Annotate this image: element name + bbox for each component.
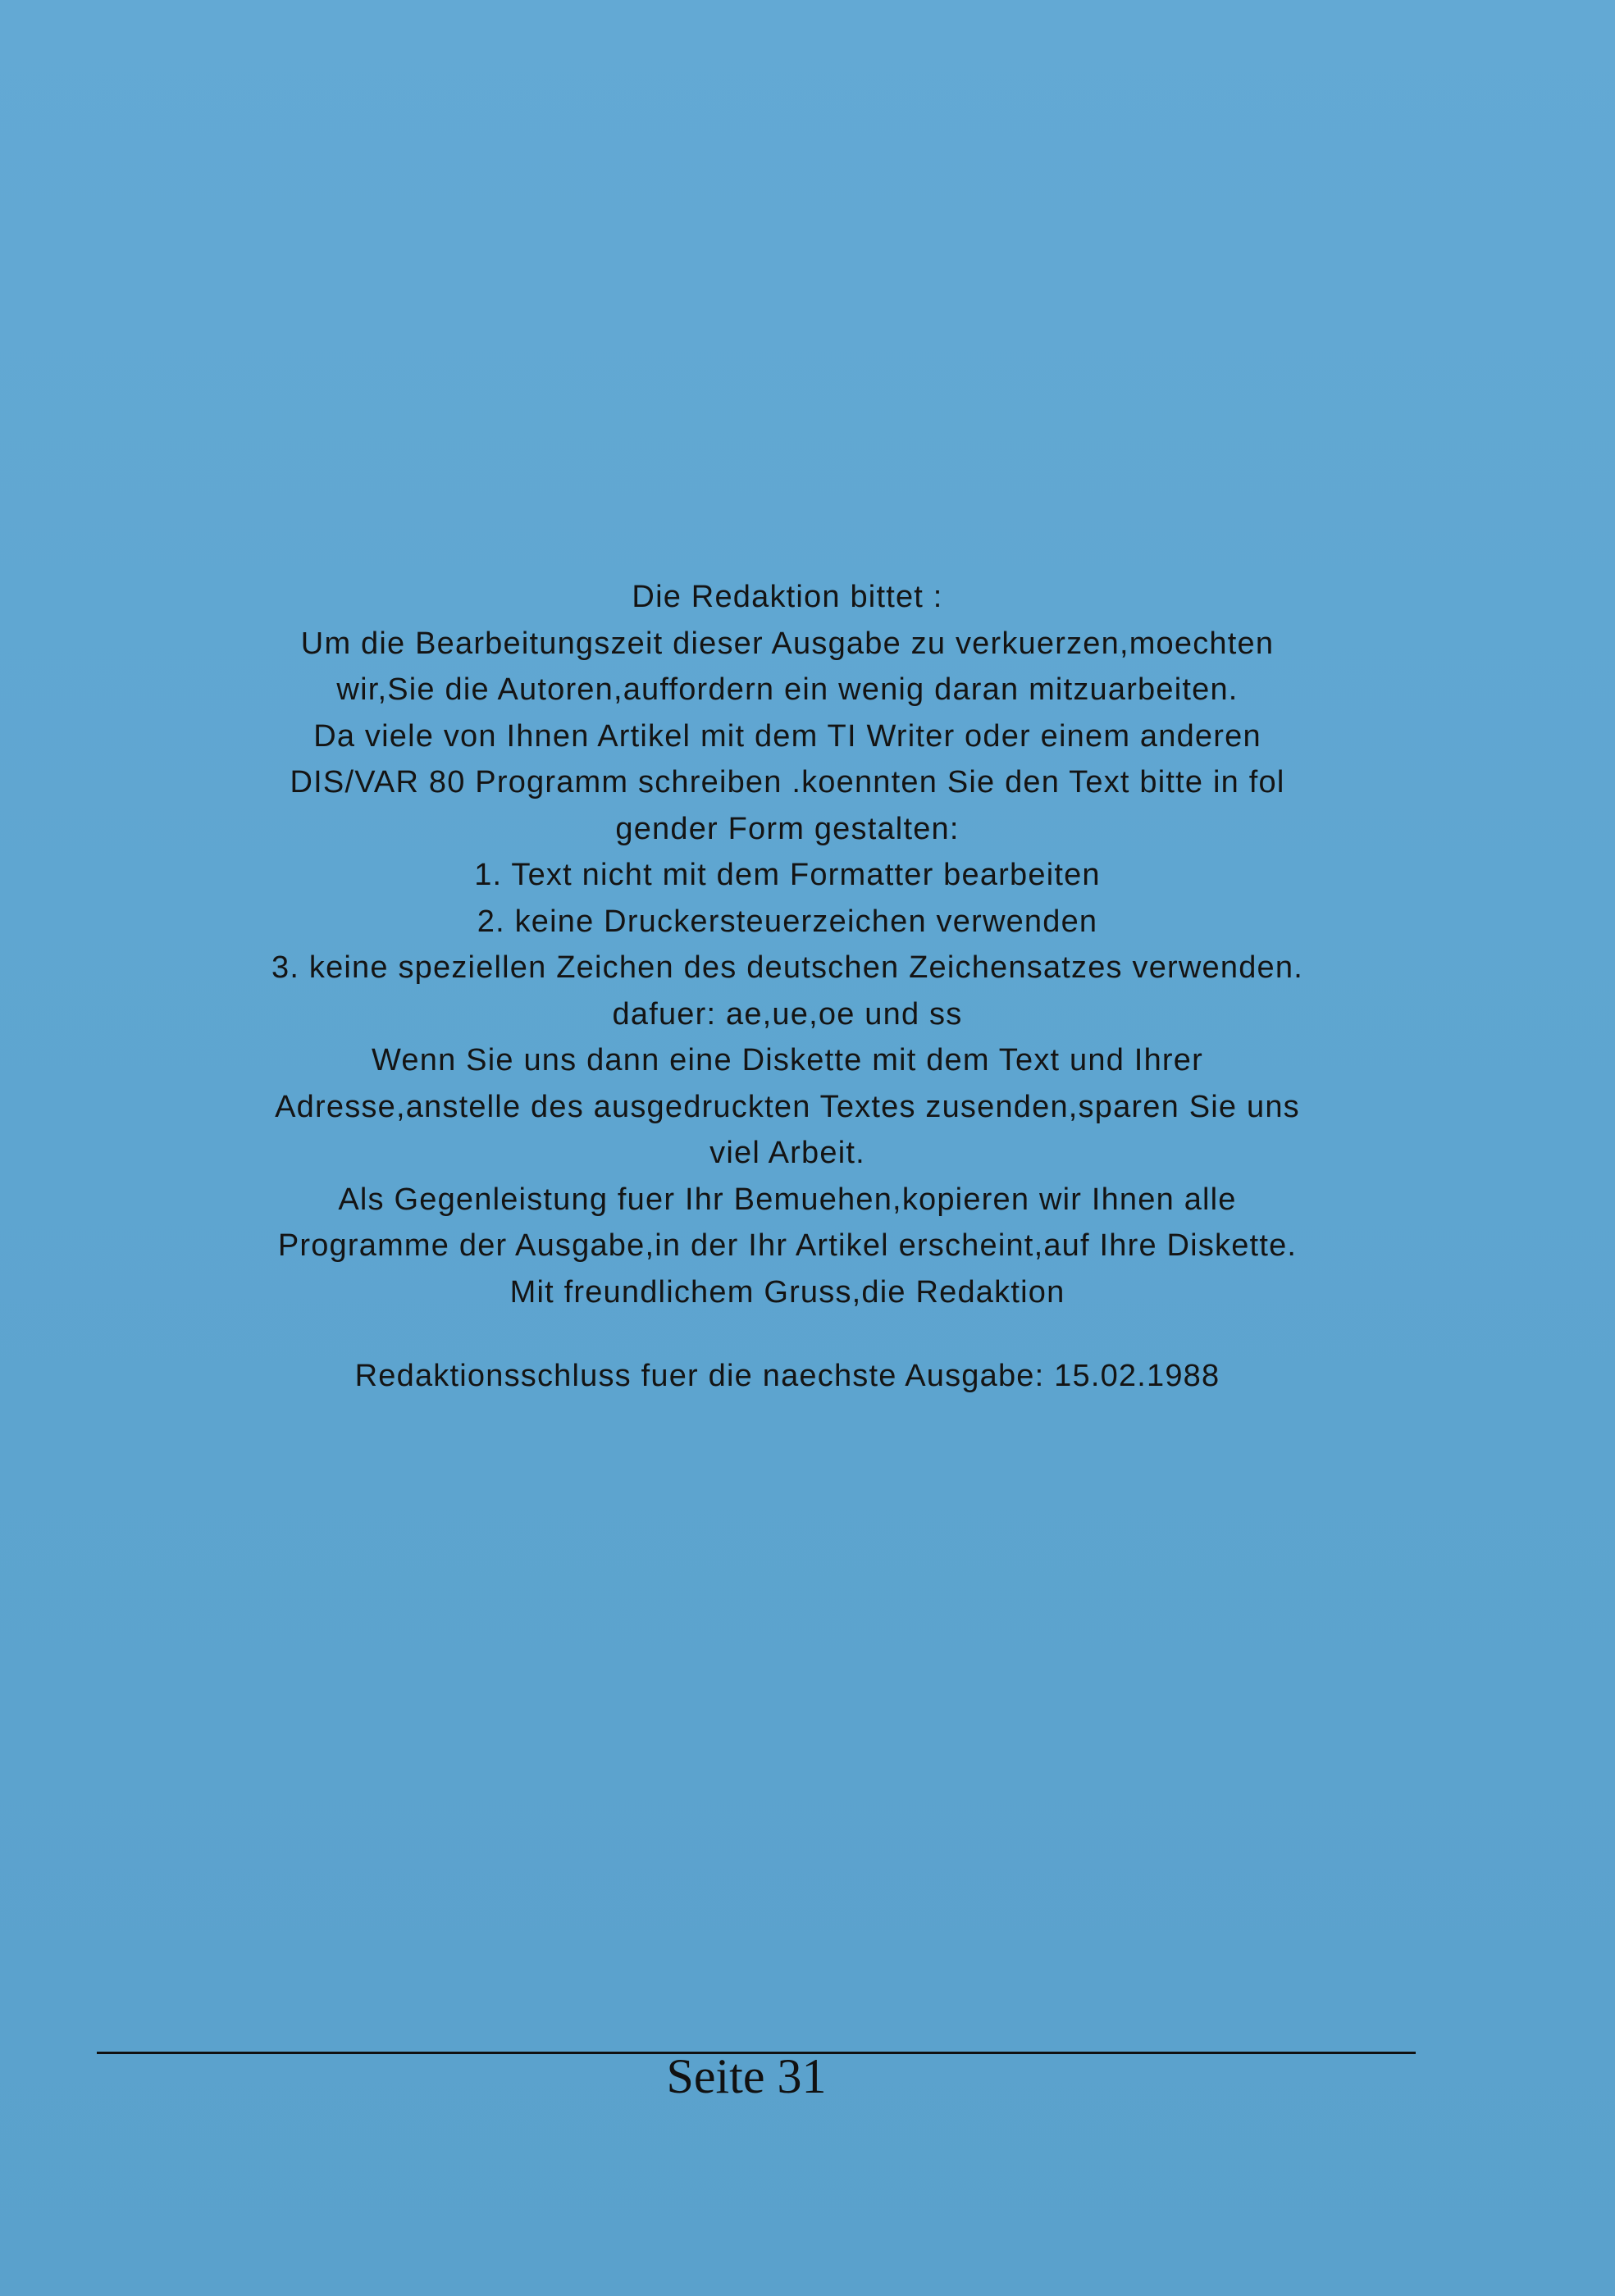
notice-line: Programme der Ausgabe,in der Ihr Artikel erscheint,auf Ihre Diskette. <box>277 1228 1298 1263</box>
editorial-deadline: Redaktionsschluss fuer die naechste Ausgabe: 15.02.1988 <box>354 1359 1220 1393</box>
notice-line: Da viele von Ihnen Artikel mit dem TI Writer oder einem anderen <box>313 718 1261 754</box>
notice-line: viel Arbeit. <box>709 1136 865 1170</box>
notice-signoff: Mit freundlichem Gruss,die Redaktion <box>509 1274 1065 1310</box>
notice-line: Wenn Sie uns dann eine Diskette mit dem Text und Ihrer <box>372 1043 1203 1077</box>
notice-line: Adresse,anstelle des ausgedruckten Textes zusenden,sparen Sie uns <box>275 1089 1300 1124</box>
notice-line: Als Gegenleistung fuer Ihr Bemuehen,kopieren wir Ihnen alle <box>338 1182 1237 1217</box>
page-number: Seite 31 <box>666 2049 827 2103</box>
notice-line: DIS/VAR 80 Programm schreiben .koennten Sie den Text bitte in fol <box>290 765 1285 800</box>
notice-line: gender Form gestalten: <box>615 811 960 846</box>
notice-line: Um die Bearbeitungszeit dieser Ausgabe zu verkuerzen,moechten <box>300 626 1275 661</box>
notice-line: wir,Sie die Autoren,auffordern ein wenig daran mitzuarbeiten. <box>336 672 1239 707</box>
notice-line: dafuer: ae,ue,oe und ss <box>612 996 963 1032</box>
editorial-notice <box>98 574 1476 1315</box>
notice-heading: Die Redaktion bittet : <box>632 580 943 614</box>
notice-list-item: 1. Text nicht mit dem Formatter bearbeiten <box>474 858 1101 892</box>
notice-list-item: 2. keine Druckersteuerzeichen verwenden <box>477 904 1098 939</box>
notice-list-item: 3. keine speziellen Zeichen des deutschen Zeichensatzes verwenden. <box>271 950 1303 985</box>
